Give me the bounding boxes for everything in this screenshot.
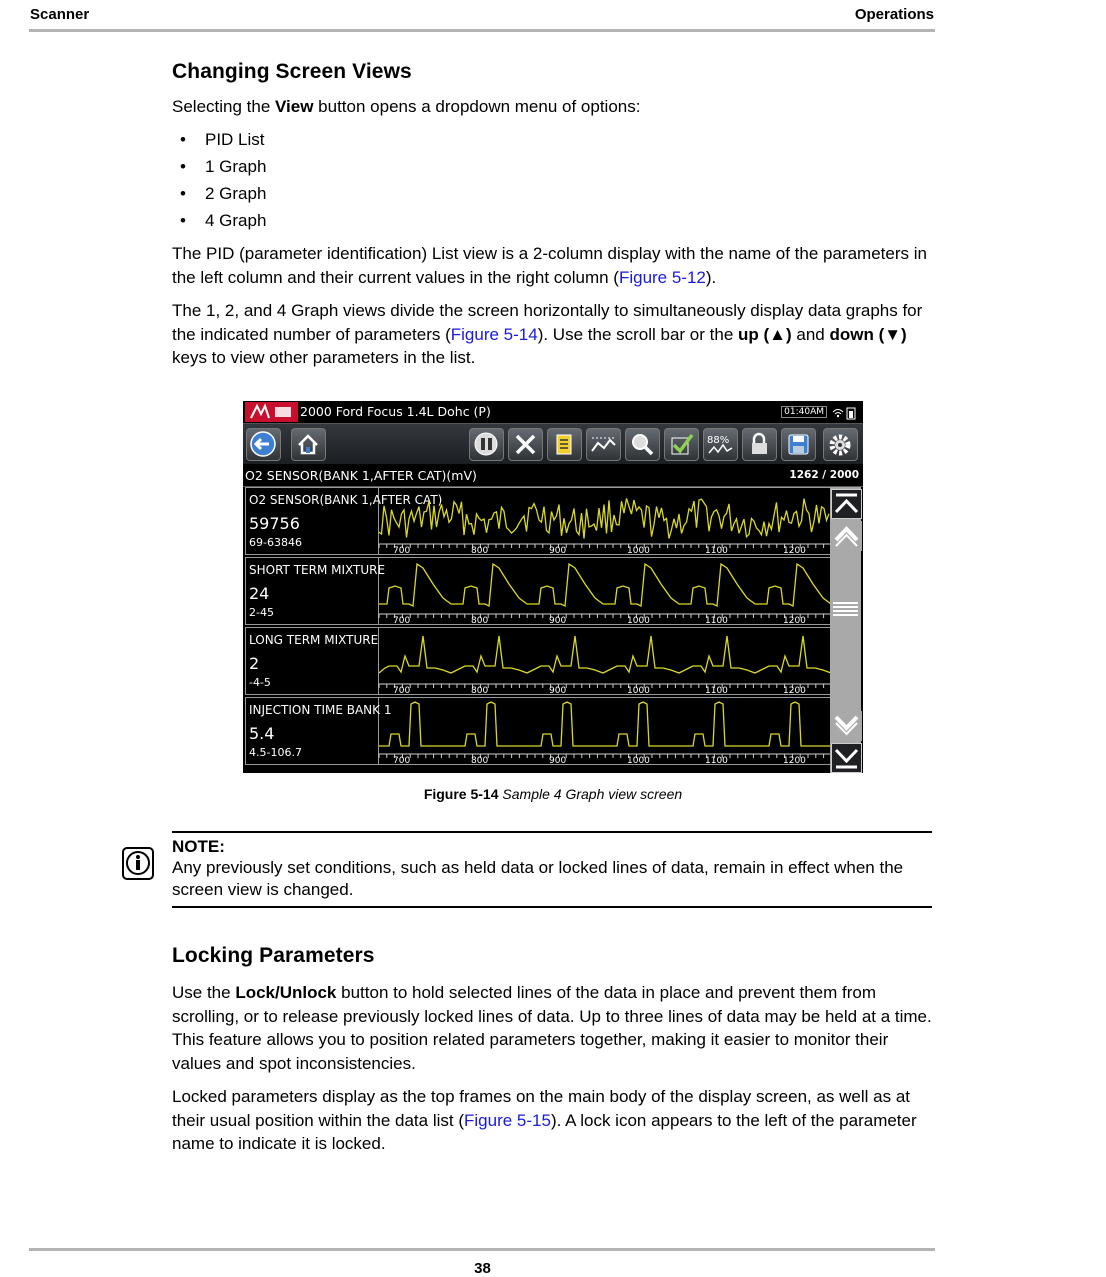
list-item: • 1 Graph xyxy=(172,155,266,182)
x-tick-label: 700 xyxy=(393,546,411,556)
pid-list-paragraph: The PID (parameter identification) List view is a 2-column display with the name of the parameters in the left column and their current values in the right column (Figure 5-12). xyxy=(172,244,927,287)
figure-link[interactable]: Figure 5-14 xyxy=(450,324,538,344)
x-tick-label: 700 xyxy=(393,616,411,626)
battery-percent-icon[interactable] xyxy=(703,428,738,461)
note-text: Any previously set conditions, such as held data or locked lines of data, remain in effect when the screen view is changed. xyxy=(172,858,904,899)
section-heading-locking: Locking Parameters xyxy=(172,944,375,967)
lock-icon[interactable] xyxy=(742,428,777,461)
list-item: • 4 Graph xyxy=(172,209,266,236)
scanner-screenshot xyxy=(243,401,863,773)
pid-sort-icon[interactable] xyxy=(547,428,582,461)
list-item: • PID List xyxy=(172,128,266,155)
x-tick-label: 800 xyxy=(471,616,489,626)
info-icon xyxy=(122,847,154,880)
x-tick-label: 1100 xyxy=(705,546,728,556)
x-tick-label: 700 xyxy=(393,686,411,696)
x-tick-label: 800 xyxy=(471,686,489,696)
x-tick-label: 700 xyxy=(393,756,411,766)
settings-gear-icon[interactable] xyxy=(823,428,858,461)
pause-icon[interactable] xyxy=(469,428,504,461)
note-bottom-rule xyxy=(172,906,932,908)
screen-title-bar xyxy=(243,401,863,423)
footer-rule xyxy=(29,1248,935,1251)
pid-label xyxy=(246,628,379,694)
x-tick-label: 1000 xyxy=(627,686,650,696)
pid-value: 2 xyxy=(249,654,260,673)
pid-name: SHORT TERM MIXTURE xyxy=(249,563,386,577)
pid-counter: 1262 / 2000 xyxy=(789,469,859,481)
x-tick-label: 1100 xyxy=(705,616,728,626)
checkmark-icon[interactable] xyxy=(664,428,699,461)
figure-link[interactable]: Figure 5-15 xyxy=(464,1110,551,1130)
running-header-left: Scanner xyxy=(30,6,90,23)
note-title: NOTE: xyxy=(172,837,225,856)
locked-params-paragraph: Locked parameters display as the top frames on the main body of the display screen, as well as at their usual position within the data list (Figure 5-15). A lock icon appears to the left of the parameter name to indicate it is locked. xyxy=(172,1087,917,1153)
pid-name: INJECTION TIME BANK 1 xyxy=(249,703,392,717)
x-tick-label: 1000 xyxy=(627,616,650,626)
scroll-bottom-icon[interactable] xyxy=(831,743,862,773)
x-tick-label: 1200 xyxy=(783,546,806,556)
scroll-bar[interactable] xyxy=(830,487,861,773)
intro-paragraph: Selecting the View button opens a dropdown menu of options: xyxy=(172,97,641,116)
x-tick-label: 1200 xyxy=(783,686,806,696)
pid-range: 69-63846 xyxy=(249,536,302,549)
running-header-right: Operations xyxy=(854,6,934,23)
graph-panel[interactable] xyxy=(245,627,831,695)
pid-label xyxy=(246,698,392,764)
x-tick-label: 900 xyxy=(549,616,567,626)
graph-views-paragraph: The 1, 2, and 4 Graph views divide the screen horizontally to simultaneously display data graphs for the indicated number of parameters (Figure 5-14). Use the scroll bar or the up (▲) and down (▼) keys to view other parameters in the list. xyxy=(172,301,923,367)
x-tick-label: 800 xyxy=(471,546,489,556)
close-icon[interactable] xyxy=(508,428,543,461)
x-tick-label: 900 xyxy=(549,546,567,556)
battery-percent-text: 88% xyxy=(707,435,730,446)
pid-label xyxy=(246,558,386,624)
graph-view-icon[interactable] xyxy=(586,428,621,461)
graph-panel[interactable] xyxy=(245,487,831,555)
data-trace xyxy=(379,702,833,746)
x-tick-label: 1200 xyxy=(783,616,806,626)
pid-graph xyxy=(379,558,830,624)
x-tick-label: 1100 xyxy=(705,756,728,766)
pid-name: LONG TERM MIXTURE xyxy=(249,633,379,647)
scroll-top-icon[interactable] xyxy=(831,489,862,519)
data-trace xyxy=(379,564,831,606)
list-item: • 2 Graph xyxy=(172,182,266,209)
back-icon[interactable] xyxy=(246,428,281,461)
pid-header xyxy=(243,464,863,487)
pid-value: 5.4 xyxy=(249,724,275,743)
x-tick-label: 1200 xyxy=(783,756,806,766)
brand-logo-icon xyxy=(245,402,298,422)
figure-link[interactable]: Figure 5-12 xyxy=(618,267,706,287)
note-top-rule xyxy=(172,831,932,833)
scroll-up-icon[interactable] xyxy=(831,521,862,551)
scroll-thumb-icon[interactable] xyxy=(832,599,859,619)
x-tick-label: 900 xyxy=(549,686,567,696)
pid-range: -4-5 xyxy=(249,676,271,689)
clock: 01:40AM xyxy=(781,406,827,418)
graph-panel[interactable] xyxy=(245,557,831,625)
x-tick-label: 1000 xyxy=(627,756,650,766)
vehicle-title: 2000 Ford Focus 1.4L Dohc (P) xyxy=(300,404,491,419)
pid-range: 2-45 xyxy=(249,606,274,619)
x-tick-label: 1000 xyxy=(627,546,650,556)
zoom-icon[interactable] xyxy=(625,428,660,461)
page-number: 38 xyxy=(474,1260,491,1277)
header-rule xyxy=(29,29,935,32)
pid-graph xyxy=(379,628,830,694)
section-heading-screen-views: Changing Screen Views xyxy=(172,60,412,83)
pid-graph xyxy=(379,488,830,554)
pid-value: 59756 xyxy=(249,514,300,533)
home-icon[interactable] xyxy=(291,428,326,461)
figure-caption: Figure 5-14 Sample 4 Graph view screen xyxy=(423,786,683,802)
scroll-down-icon[interactable] xyxy=(831,711,862,741)
data-trace xyxy=(379,498,829,538)
save-icon[interactable] xyxy=(781,428,816,461)
lock-paragraph: Use the Lock/Unlock button to hold selected lines of the data in place and prevent them from scrolling, or to release previously locked lines of data. Up to three lines of data may be held at a time. This feature allows you to position related parameters together, making it easier to monitor their values and spot inconsistencies. xyxy=(172,983,932,1073)
graph-panel[interactable] xyxy=(245,697,831,765)
screen-toolbar xyxy=(243,423,863,464)
pid-graph xyxy=(379,698,830,764)
data-trace xyxy=(379,636,831,673)
selected-pid-title: O2 SENSOR(BANK 1,AFTER CAT)(mV) xyxy=(245,468,477,483)
x-tick-label: 800 xyxy=(471,756,489,766)
pid-name: O2 SENSOR(BANK 1,AFTER CAT) xyxy=(249,493,443,507)
wifi-battery-icon xyxy=(831,405,857,419)
pid-value: 24 xyxy=(249,584,270,603)
x-tick-label: 1100 xyxy=(705,686,728,696)
view-options-list xyxy=(172,128,266,236)
x-tick-label: 900 xyxy=(549,756,567,766)
pid-range: 4.5-106.7 xyxy=(249,746,302,759)
